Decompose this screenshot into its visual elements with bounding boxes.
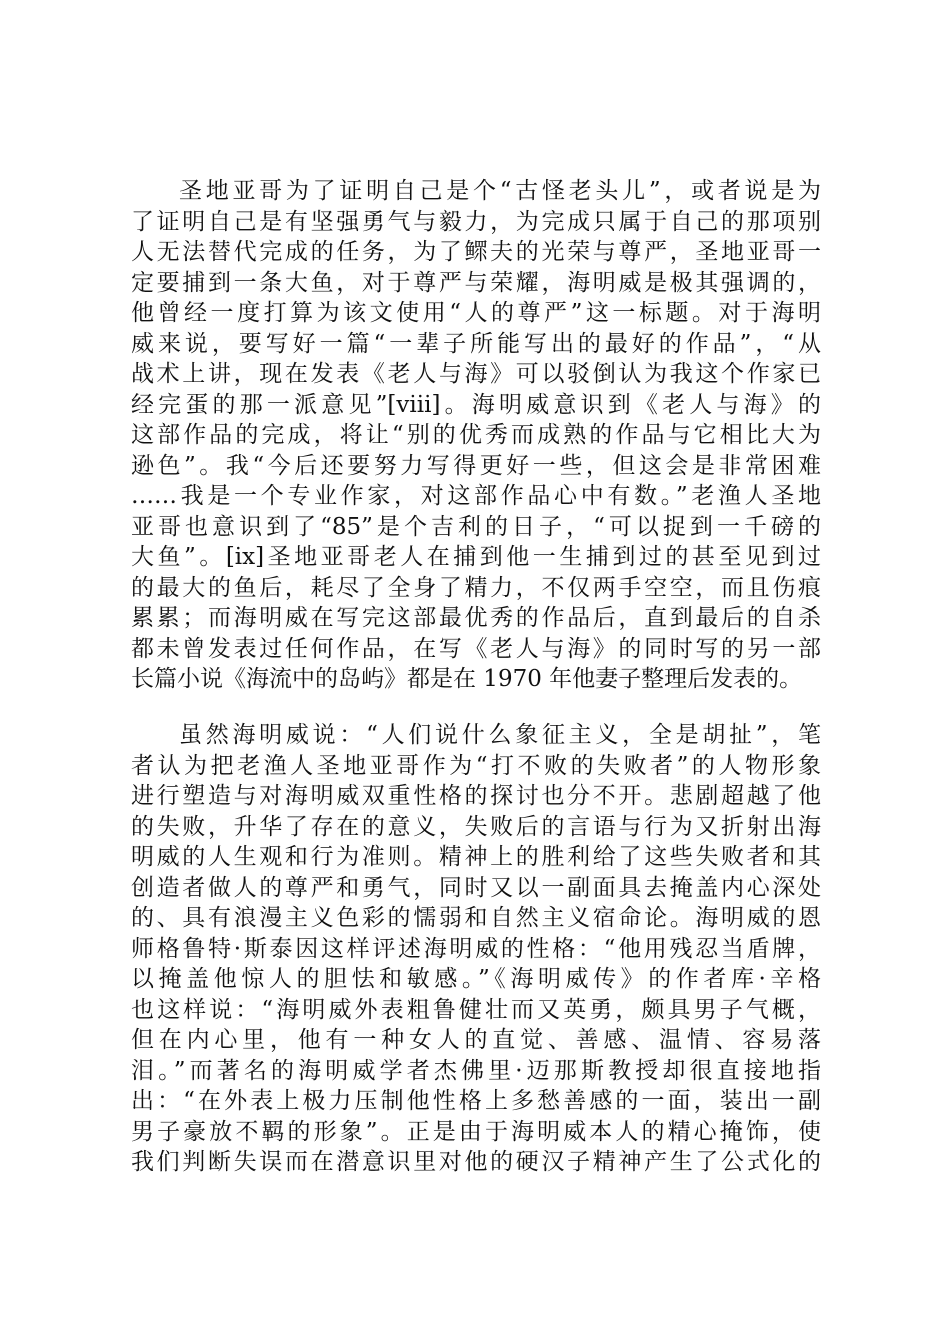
text-line: 威来说，要写好一篇“一辈子所能写出的最好的作品”，“从 [131,330,821,357]
text-line: 大鱼”。[ix]圣地亚哥老人在捕到他一生捕到过的甚至见到过 [131,544,821,570]
text-line: 这部作品的完成，将让“别的优秀而成熟的作品与它相比大为 [131,422,821,448]
text-line: 累累；而海明威在写完这部最优秀的作品后，直到最后的自杀 [131,605,821,631]
text-line: 泪。”而著名的海明威学者杰佛里·迈那斯教授却很直接地指 [131,1057,821,1084]
text-line: 圣地亚哥为了证明自己是个“古怪老头儿”，或者说是为 [179,178,821,204]
text-line: 经完蛋的那一派意见”[viii]。海明威意识到《老人与海》的 [131,391,821,418]
text-line: 虽然海明威说：“人们说什么象征主义，全是胡扯”，笔 [179,722,821,748]
text-line: 长篇小说《海流中的岛屿》都是在 1970 年他妻子整理后发表的。 [131,666,803,692]
text-line: 定要捕到一条大鱼，对于尊严与荣耀，海明威是极其强调的， [131,269,821,296]
text-line: 了证明自己是有坚强勇气与毅力，为完成只属于自己的那项别 [131,208,821,235]
text-line: 但在内心里，他有一种女人的直觉、善感、温情、容易落 [131,1027,821,1053]
text-line: 男子豪放不羁的形象”。正是由于海明威本人的精心掩饰，使 [131,1118,821,1145]
text-line: 都未曾发表过任何作品，在写《老人与海》的同时写的另一部 [131,635,821,662]
text-line: 出：“在外表上极力压制他性格上多愁善感的一面，装出一副 [131,1088,821,1114]
text-line: 者认为把老渔人圣地亚哥作为“打不败的失败者”的人物形象 [131,752,821,779]
text-line: 我们判断失误而在潜意识里对他的硬汉子精神产生了公式化的 [131,1149,821,1175]
text-line: 战术上讲，现在发表《老人与海》可以驳倒认为我这个作家已 [131,361,821,387]
text-line: 进行塑造与对海明威双重性格的探讨也分不开。悲剧超越了他 [131,783,821,809]
text-line: 的失败，升华了存在的意义，失败后的言语与行为又折射出海 [131,813,821,840]
text-line: ……我是一个专业作家，对这部作品心中有数。”老渔人圣地 [131,483,821,509]
paragraph-2 [131,720,821,1178]
text-line: 明威的人生观和行为准则。精神上的胜利给了这些失败者和其 [131,844,821,870]
text-line: 他曾经一度打算为该文使用“人的尊严”这一标题。对于海明 [131,300,821,326]
text-line: 的、具有浪漫主义色彩的懦弱和自然主义宿命论。海明威的恩 [131,905,821,931]
text-line: 人无法替代完成的任务，为了鳏夫的光荣与尊严，圣地亚哥一 [131,239,821,265]
text-line: 以掩盖他惊人的胆怯和敏感。”《海明威传》的作者库·辛格 [131,966,821,992]
text-line: 的最大的鱼后，耗尽了全身了精力，不仅两手空空，而且伤痕 [131,574,821,601]
text-line: 师格鲁特·斯泰因这样评述海明威的性格：“他用残忍当盾牌， [131,935,821,962]
paragraph-1 [131,176,821,695]
text-line: 亚哥也意识到了“85”是个吉利的日子，“可以捉到一千磅的 [131,513,821,540]
text-line: 逊色”。我“今后还要努力写得更好一些，但这会是非常困难 [131,452,821,479]
text-line: 创造者做人的尊严和勇气，同时又以一副面具去掩盖内心深处 [131,874,821,901]
text-line: 也这样说：“海明威外表粗鲁健壮而又英勇，颇具男子气概， [131,996,821,1023]
